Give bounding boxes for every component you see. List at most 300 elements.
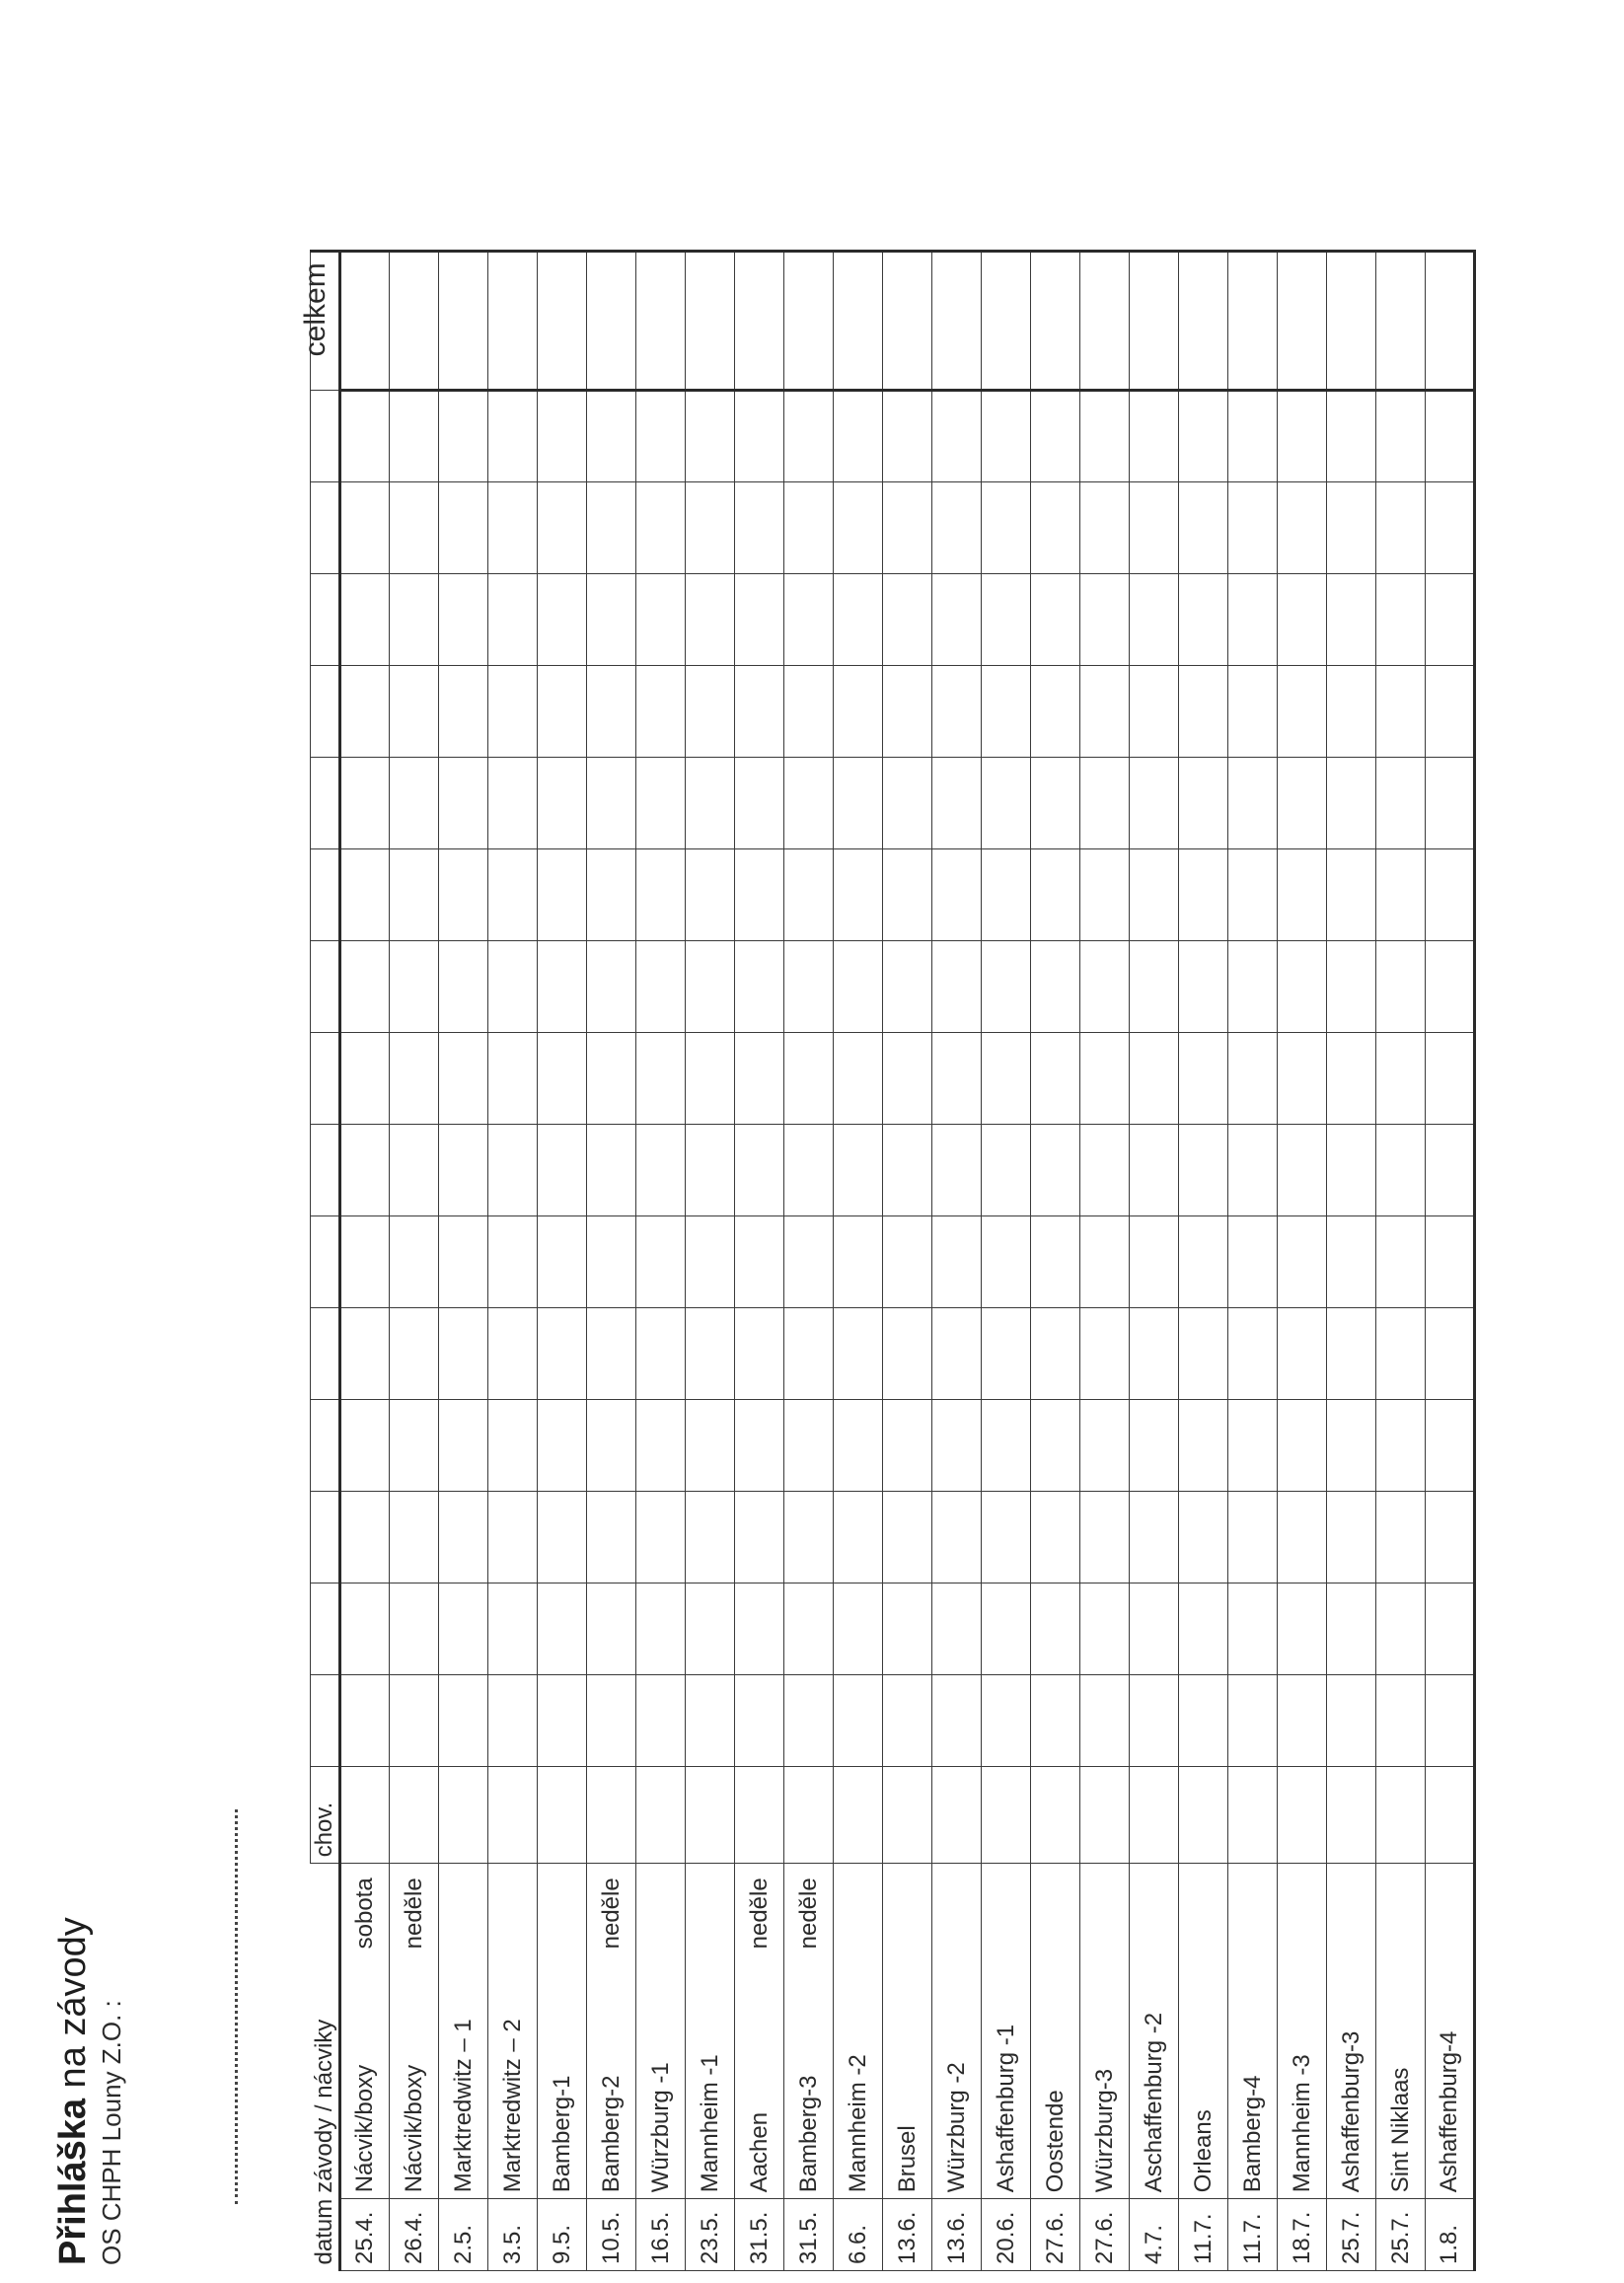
row-entry-cell[interactable] (538, 1583, 587, 1675)
row-entry-cell[interactable] (1278, 849, 1327, 941)
row-total-cell[interactable] (1426, 252, 1475, 391)
row-entry-cell[interactable] (932, 1033, 982, 1125)
row-entry-cell[interactable] (932, 666, 982, 758)
row-entry-cell[interactable] (735, 1308, 784, 1400)
row-breeder-cell[interactable] (636, 1767, 686, 1864)
row-entry-cell[interactable] (1179, 1033, 1228, 1125)
row-breeder-cell[interactable] (1228, 1767, 1278, 1864)
row-entry-cell[interactable] (1228, 1400, 1278, 1492)
row-entry-cell[interactable] (538, 666, 587, 758)
row-entry-cell[interactable] (1080, 574, 1130, 666)
row-entry-cell[interactable] (1031, 849, 1080, 941)
row-breeder-cell[interactable] (1031, 1767, 1080, 1864)
row-entry-cell[interactable] (1228, 1583, 1278, 1675)
row-entry-cell[interactable] (538, 1492, 587, 1583)
row-entry-cell[interactable] (390, 758, 439, 849)
row-entry-cell[interactable] (686, 1675, 735, 1767)
row-entry-cell[interactable] (982, 1308, 1031, 1400)
row-entry-cell[interactable] (538, 1033, 587, 1125)
row-entry-cell[interactable] (1228, 1216, 1278, 1308)
row-entry-cell[interactable] (1426, 574, 1475, 666)
row-entry-cell[interactable] (1376, 1400, 1426, 1492)
row-total-cell[interactable] (1327, 252, 1376, 391)
row-entry-cell[interactable] (1426, 1400, 1475, 1492)
row-entry-cell[interactable] (686, 666, 735, 758)
row-entry-cell[interactable] (1031, 1125, 1080, 1216)
row-entry-cell[interactable] (488, 849, 538, 941)
row-entry-cell[interactable] (735, 482, 784, 574)
row-entry-cell[interactable] (1130, 1308, 1179, 1400)
row-entry-cell[interactable] (1327, 849, 1376, 941)
row-entry-cell[interactable] (1080, 849, 1130, 941)
row-total-cell[interactable] (1376, 252, 1426, 391)
row-entry-cell[interactable] (1130, 574, 1179, 666)
row-entry-cell[interactable] (834, 1216, 883, 1308)
row-entry-cell[interactable] (735, 1400, 784, 1492)
row-total-cell[interactable] (390, 252, 439, 391)
row-entry-cell[interactable] (1080, 1216, 1130, 1308)
row-entry-cell[interactable] (538, 941, 587, 1033)
row-entry-cell[interactable] (1376, 1216, 1426, 1308)
row-breeder-cell[interactable] (1080, 1767, 1130, 1864)
row-entry-cell[interactable] (784, 391, 834, 482)
row-entry-cell[interactable] (340, 1675, 390, 1767)
row-entry-cell[interactable] (1228, 391, 1278, 482)
row-entry-cell[interactable] (1130, 849, 1179, 941)
row-entry-cell[interactable] (1080, 1308, 1130, 1400)
row-entry-cell[interactable] (1426, 758, 1475, 849)
row-entry-cell[interactable] (883, 574, 932, 666)
row-entry-cell[interactable] (883, 849, 932, 941)
row-entry-cell[interactable] (587, 1675, 636, 1767)
row-entry-cell[interactable] (1327, 1125, 1376, 1216)
row-breeder-cell[interactable] (538, 1767, 587, 1864)
row-entry-cell[interactable] (439, 1492, 488, 1583)
row-breeder-cell[interactable] (390, 1767, 439, 1864)
row-total-cell[interactable] (834, 252, 883, 391)
row-entry-cell[interactable] (1130, 482, 1179, 574)
row-entry-cell[interactable] (340, 1308, 390, 1400)
row-entry-cell[interactable] (1080, 1125, 1130, 1216)
row-entry-cell[interactable] (1179, 1308, 1228, 1400)
row-entry-cell[interactable] (735, 574, 784, 666)
row-entry-cell[interactable] (1031, 941, 1080, 1033)
row-entry-cell[interactable] (488, 1033, 538, 1125)
row-entry-cell[interactable] (1080, 758, 1130, 849)
row-entry-cell[interactable] (784, 1125, 834, 1216)
row-breeder-cell[interactable] (1130, 1767, 1179, 1864)
row-entry-cell[interactable] (390, 1308, 439, 1400)
row-entry-cell[interactable] (340, 1492, 390, 1583)
row-entry-cell[interactable] (1376, 574, 1426, 666)
row-entry-cell[interactable] (340, 1216, 390, 1308)
row-entry-cell[interactable] (488, 941, 538, 1033)
row-breeder-cell[interactable] (834, 1767, 883, 1864)
row-entry-cell[interactable] (686, 1308, 735, 1400)
row-entry-cell[interactable] (1278, 1308, 1327, 1400)
row-entry-cell[interactable] (1179, 849, 1228, 941)
row-total-cell[interactable] (883, 252, 932, 391)
row-entry-cell[interactable] (439, 391, 488, 482)
row-entry-cell[interactable] (1278, 758, 1327, 849)
row-entry-cell[interactable] (1376, 941, 1426, 1033)
row-entry-cell[interactable] (439, 758, 488, 849)
row-entry-cell[interactable] (834, 849, 883, 941)
row-entry-cell[interactable] (784, 666, 834, 758)
row-entry-cell[interactable] (439, 1033, 488, 1125)
row-entry-cell[interactable] (883, 391, 932, 482)
row-entry-cell[interactable] (883, 1308, 932, 1400)
row-entry-cell[interactable] (1031, 1583, 1080, 1675)
row-breeder-cell[interactable] (784, 1767, 834, 1864)
row-entry-cell[interactable] (340, 758, 390, 849)
row-entry-cell[interactable] (834, 941, 883, 1033)
row-entry-cell[interactable] (1080, 1492, 1130, 1583)
row-entry-cell[interactable] (587, 1308, 636, 1400)
row-entry-cell[interactable] (932, 1400, 982, 1492)
row-entry-cell[interactable] (488, 482, 538, 574)
row-entry-cell[interactable] (390, 574, 439, 666)
row-entry-cell[interactable] (1376, 1583, 1426, 1675)
row-entry-cell[interactable] (1228, 1308, 1278, 1400)
row-entry-cell[interactable] (932, 941, 982, 1033)
row-entry-cell[interactable] (636, 574, 686, 666)
row-entry-cell[interactable] (636, 1492, 686, 1583)
row-entry-cell[interactable] (1426, 1492, 1475, 1583)
row-total-cell[interactable] (982, 252, 1031, 391)
row-entry-cell[interactable] (1278, 666, 1327, 758)
row-entry-cell[interactable] (1031, 1033, 1080, 1125)
row-entry-cell[interactable] (538, 1125, 587, 1216)
row-entry-cell[interactable] (636, 1308, 686, 1400)
row-entry-cell[interactable] (784, 1400, 834, 1492)
row-entry-cell[interactable] (439, 1583, 488, 1675)
row-total-cell[interactable] (686, 252, 735, 391)
row-entry-cell[interactable] (439, 1308, 488, 1400)
row-entry-cell[interactable] (1327, 482, 1376, 574)
row-entry-cell[interactable] (439, 1675, 488, 1767)
row-entry-cell[interactable] (932, 1492, 982, 1583)
row-entry-cell[interactable] (1327, 1583, 1376, 1675)
row-entry-cell[interactable] (883, 1125, 932, 1216)
row-entry-cell[interactable] (932, 574, 982, 666)
row-entry-cell[interactable] (587, 391, 636, 482)
row-entry-cell[interactable] (587, 758, 636, 849)
row-entry-cell[interactable] (1327, 1308, 1376, 1400)
row-entry-cell[interactable] (1179, 1216, 1228, 1308)
row-entry-cell[interactable] (883, 941, 932, 1033)
organization-fill-line[interactable] (235, 1809, 238, 2204)
row-entry-cell[interactable] (1179, 391, 1228, 482)
row-entry-cell[interactable] (1376, 391, 1426, 482)
row-breeder-cell[interactable] (340, 1767, 390, 1864)
row-entry-cell[interactable] (390, 666, 439, 758)
row-entry-cell[interactable] (686, 574, 735, 666)
row-entry-cell[interactable] (488, 1583, 538, 1675)
row-entry-cell[interactable] (1130, 1125, 1179, 1216)
row-entry-cell[interactable] (636, 666, 686, 758)
row-entry-cell[interactable] (439, 574, 488, 666)
row-entry-cell[interactable] (834, 758, 883, 849)
row-entry-cell[interactable] (439, 1216, 488, 1308)
row-entry-cell[interactable] (1080, 1675, 1130, 1767)
row-entry-cell[interactable] (1179, 666, 1228, 758)
row-entry-cell[interactable] (686, 1400, 735, 1492)
row-entry-cell[interactable] (1080, 1400, 1130, 1492)
row-total-cell[interactable] (538, 252, 587, 391)
row-entry-cell[interactable] (784, 1492, 834, 1583)
row-entry-cell[interactable] (1130, 1216, 1179, 1308)
row-entry-cell[interactable] (686, 482, 735, 574)
row-entry-cell[interactable] (982, 574, 1031, 666)
row-entry-cell[interactable] (390, 1675, 439, 1767)
row-entry-cell[interactable] (1327, 758, 1376, 849)
row-entry-cell[interactable] (439, 1125, 488, 1216)
row-entry-cell[interactable] (488, 1125, 538, 1216)
row-entry-cell[interactable] (1278, 1216, 1327, 1308)
row-entry-cell[interactable] (538, 1675, 587, 1767)
row-entry-cell[interactable] (784, 941, 834, 1033)
row-entry-cell[interactable] (834, 1583, 883, 1675)
row-entry-cell[interactable] (1080, 1583, 1130, 1675)
row-entry-cell[interactable] (735, 666, 784, 758)
row-entry-cell[interactable] (982, 941, 1031, 1033)
row-entry-cell[interactable] (834, 1308, 883, 1400)
row-entry-cell[interactable] (982, 1400, 1031, 1492)
row-total-cell[interactable] (784, 252, 834, 391)
row-entry-cell[interactable] (834, 574, 883, 666)
row-entry-cell[interactable] (735, 849, 784, 941)
row-entry-cell[interactable] (784, 1308, 834, 1400)
row-entry-cell[interactable] (1130, 1400, 1179, 1492)
row-entry-cell[interactable] (686, 1583, 735, 1675)
row-entry-cell[interactable] (1228, 1675, 1278, 1767)
row-entry-cell[interactable] (1327, 391, 1376, 482)
row-entry-cell[interactable] (686, 1216, 735, 1308)
row-entry-cell[interactable] (932, 482, 982, 574)
row-entry-cell[interactable] (488, 1216, 538, 1308)
row-entry-cell[interactable] (439, 666, 488, 758)
row-entry-cell[interactable] (1080, 666, 1130, 758)
row-entry-cell[interactable] (340, 849, 390, 941)
row-breeder-cell[interactable] (587, 1767, 636, 1864)
row-entry-cell[interactable] (883, 482, 932, 574)
row-entry-cell[interactable] (538, 1216, 587, 1308)
row-entry-cell[interactable] (587, 1583, 636, 1675)
row-entry-cell[interactable] (686, 1492, 735, 1583)
row-entry-cell[interactable] (340, 391, 390, 482)
row-entry-cell[interactable] (538, 574, 587, 666)
row-entry-cell[interactable] (1278, 1675, 1327, 1767)
row-entry-cell[interactable] (686, 849, 735, 941)
row-entry-cell[interactable] (883, 1033, 932, 1125)
row-entry-cell[interactable] (1179, 941, 1228, 1033)
row-entry-cell[interactable] (1426, 849, 1475, 941)
row-entry-cell[interactable] (1179, 574, 1228, 666)
row-entry-cell[interactable] (735, 1033, 784, 1125)
row-entry-cell[interactable] (390, 1125, 439, 1216)
row-breeder-cell[interactable] (686, 1767, 735, 1864)
row-entry-cell[interactable] (488, 391, 538, 482)
row-entry-cell[interactable] (686, 1033, 735, 1125)
row-entry-cell[interactable] (1031, 1216, 1080, 1308)
row-entry-cell[interactable] (982, 849, 1031, 941)
row-entry-cell[interactable] (340, 482, 390, 574)
row-breeder-cell[interactable] (883, 1767, 932, 1864)
row-entry-cell[interactable] (1327, 574, 1376, 666)
row-breeder-cell[interactable] (1376, 1767, 1426, 1864)
row-entry-cell[interactable] (439, 1400, 488, 1492)
row-entry-cell[interactable] (340, 666, 390, 758)
row-total-cell[interactable] (439, 252, 488, 391)
row-entry-cell[interactable] (1327, 1492, 1376, 1583)
row-entry-cell[interactable] (340, 1400, 390, 1492)
row-entry-cell[interactable] (932, 1675, 982, 1767)
row-entry-cell[interactable] (932, 1125, 982, 1216)
row-entry-cell[interactable] (1031, 482, 1080, 574)
row-entry-cell[interactable] (636, 1583, 686, 1675)
row-entry-cell[interactable] (1327, 1675, 1376, 1767)
row-entry-cell[interactable] (784, 1675, 834, 1767)
row-entry-cell[interactable] (439, 941, 488, 1033)
row-entry-cell[interactable] (1130, 1583, 1179, 1675)
row-entry-cell[interactable] (1376, 1033, 1426, 1125)
row-entry-cell[interactable] (1278, 1583, 1327, 1675)
row-entry-cell[interactable] (587, 1400, 636, 1492)
row-entry-cell[interactable] (834, 1675, 883, 1767)
row-entry-cell[interactable] (1130, 758, 1179, 849)
row-entry-cell[interactable] (636, 941, 686, 1033)
row-breeder-cell[interactable] (1179, 1767, 1228, 1864)
row-entry-cell[interactable] (1179, 1583, 1228, 1675)
row-entry-cell[interactable] (883, 758, 932, 849)
row-entry-cell[interactable] (1031, 1308, 1080, 1400)
row-entry-cell[interactable] (1278, 1033, 1327, 1125)
row-entry-cell[interactable] (1130, 941, 1179, 1033)
row-entry-cell[interactable] (538, 1400, 587, 1492)
row-entry-cell[interactable] (587, 1125, 636, 1216)
row-entry-cell[interactable] (735, 1583, 784, 1675)
row-entry-cell[interactable] (1278, 482, 1327, 574)
row-total-cell[interactable] (1179, 252, 1228, 391)
row-total-cell[interactable] (735, 252, 784, 391)
row-entry-cell[interactable] (1228, 666, 1278, 758)
row-entry-cell[interactable] (587, 574, 636, 666)
row-entry-cell[interactable] (932, 1216, 982, 1308)
row-entry-cell[interactable] (834, 1492, 883, 1583)
row-entry-cell[interactable] (439, 482, 488, 574)
row-entry-cell[interactable] (784, 1583, 834, 1675)
row-entry-cell[interactable] (587, 482, 636, 574)
row-entry-cell[interactable] (1376, 849, 1426, 941)
row-entry-cell[interactable] (1426, 1216, 1475, 1308)
row-entry-cell[interactable] (538, 482, 587, 574)
row-entry-cell[interactable] (883, 666, 932, 758)
row-breeder-cell[interactable] (1426, 1767, 1475, 1864)
row-entry-cell[interactable] (883, 1583, 932, 1675)
row-entry-cell[interactable] (538, 391, 587, 482)
row-entry-cell[interactable] (587, 666, 636, 758)
row-entry-cell[interactable] (340, 574, 390, 666)
row-entry-cell[interactable] (735, 1216, 784, 1308)
row-entry-cell[interactable] (834, 391, 883, 482)
row-entry-cell[interactable] (735, 758, 784, 849)
row-entry-cell[interactable] (636, 1125, 686, 1216)
row-entry-cell[interactable] (1278, 1400, 1327, 1492)
row-entry-cell[interactable] (932, 1308, 982, 1400)
row-entry-cell[interactable] (636, 1400, 686, 1492)
row-entry-cell[interactable] (1228, 1033, 1278, 1125)
row-entry-cell[interactable] (1031, 1400, 1080, 1492)
row-entry-cell[interactable] (538, 1308, 587, 1400)
row-breeder-cell[interactable] (1278, 1767, 1327, 1864)
row-entry-cell[interactable] (1426, 391, 1475, 482)
row-entry-cell[interactable] (784, 482, 834, 574)
row-entry-cell[interactable] (1179, 1125, 1228, 1216)
row-entry-cell[interactable] (1426, 1675, 1475, 1767)
row-entry-cell[interactable] (1426, 1308, 1475, 1400)
row-entry-cell[interactable] (982, 1216, 1031, 1308)
row-entry-cell[interactable] (1228, 482, 1278, 574)
row-total-cell[interactable] (587, 252, 636, 391)
row-entry-cell[interactable] (1376, 1675, 1426, 1767)
row-entry-cell[interactable] (982, 666, 1031, 758)
row-entry-cell[interactable] (834, 1400, 883, 1492)
row-entry-cell[interactable] (1228, 1492, 1278, 1583)
row-entry-cell[interactable] (1426, 1125, 1475, 1216)
row-entry-cell[interactable] (1278, 1492, 1327, 1583)
row-entry-cell[interactable] (1376, 1492, 1426, 1583)
row-entry-cell[interactable] (1278, 391, 1327, 482)
row-entry-cell[interactable] (1031, 391, 1080, 482)
row-entry-cell[interactable] (1130, 1675, 1179, 1767)
row-entry-cell[interactable] (1130, 666, 1179, 758)
row-entry-cell[interactable] (636, 1675, 686, 1767)
row-breeder-cell[interactable] (735, 1767, 784, 1864)
row-entry-cell[interactable] (1376, 482, 1426, 574)
row-breeder-cell[interactable] (982, 1767, 1031, 1864)
row-entry-cell[interactable] (1426, 1033, 1475, 1125)
row-entry-cell[interactable] (488, 758, 538, 849)
row-entry-cell[interactable] (784, 758, 834, 849)
row-entry-cell[interactable] (488, 666, 538, 758)
row-entry-cell[interactable] (390, 1400, 439, 1492)
row-entry-cell[interactable] (488, 1675, 538, 1767)
row-entry-cell[interactable] (439, 849, 488, 941)
row-breeder-cell[interactable] (488, 1767, 538, 1864)
row-entry-cell[interactable] (1179, 1400, 1228, 1492)
row-entry-cell[interactable] (1278, 941, 1327, 1033)
row-entry-cell[interactable] (1080, 941, 1130, 1033)
row-entry-cell[interactable] (1031, 666, 1080, 758)
row-entry-cell[interactable] (1327, 941, 1376, 1033)
row-entry-cell[interactable] (932, 391, 982, 482)
row-entry-cell[interactable] (883, 1400, 932, 1492)
row-entry-cell[interactable] (636, 1216, 686, 1308)
row-breeder-cell[interactable] (1327, 1767, 1376, 1864)
row-entry-cell[interactable] (1179, 1492, 1228, 1583)
row-entry-cell[interactable] (390, 1492, 439, 1583)
row-entry-cell[interactable] (982, 1675, 1031, 1767)
row-entry-cell[interactable] (1080, 1033, 1130, 1125)
row-entry-cell[interactable] (834, 1125, 883, 1216)
row-entry-cell[interactable] (390, 941, 439, 1033)
row-total-cell[interactable] (1080, 252, 1130, 391)
row-entry-cell[interactable] (883, 1675, 932, 1767)
row-entry-cell[interactable] (932, 758, 982, 849)
row-entry-cell[interactable] (1130, 1492, 1179, 1583)
row-entry-cell[interactable] (1179, 482, 1228, 574)
